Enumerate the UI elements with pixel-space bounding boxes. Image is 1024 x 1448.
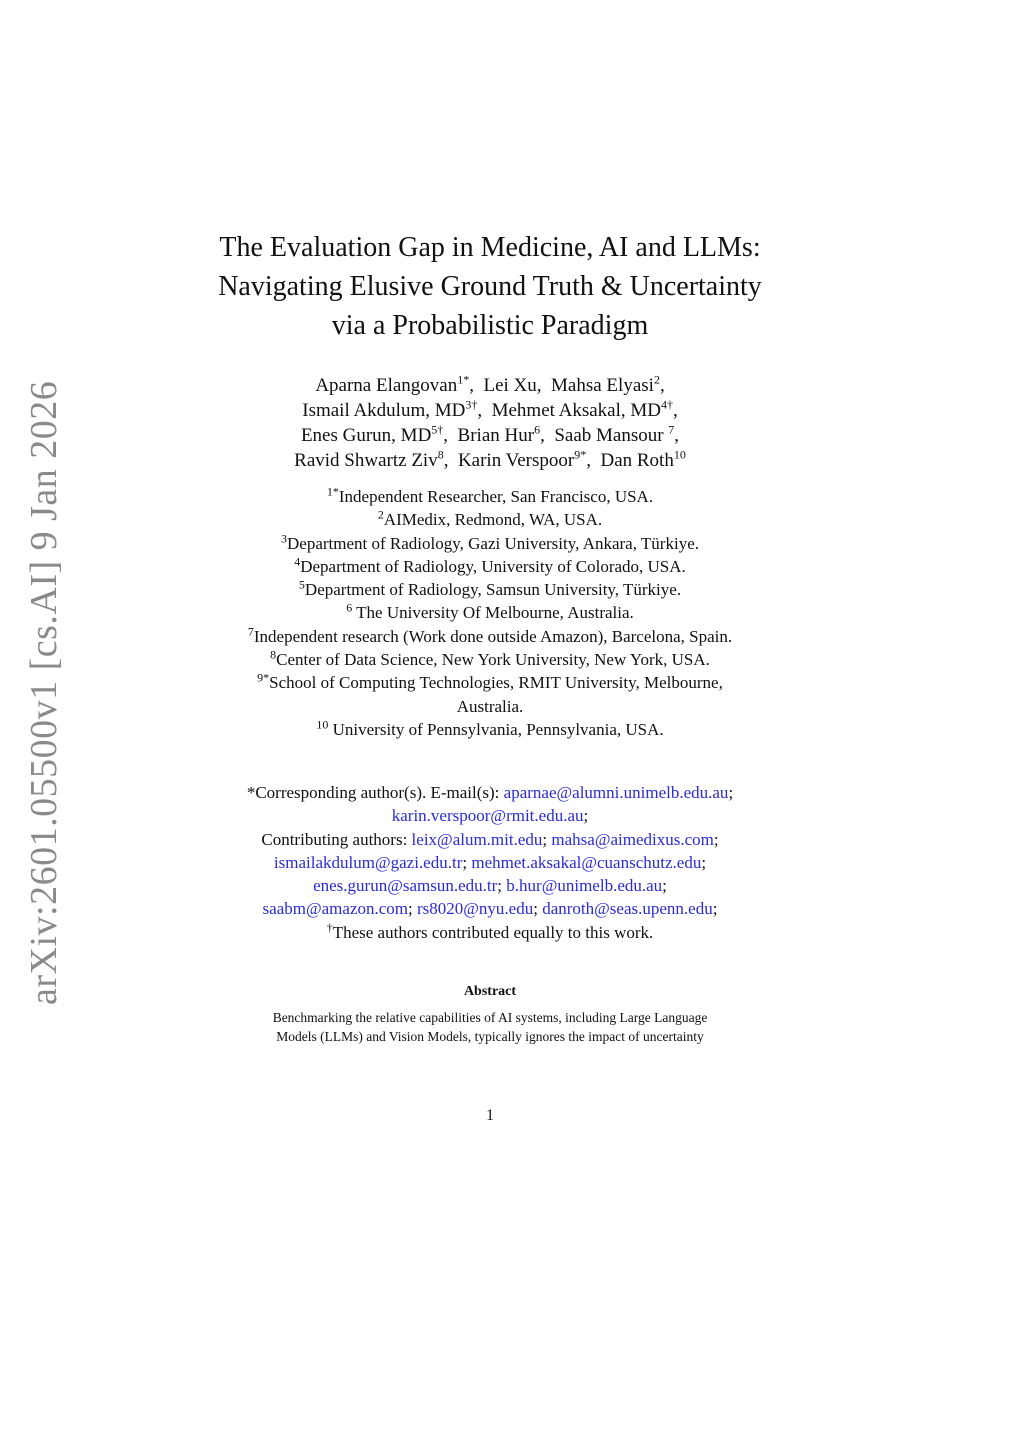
email-link-mahsa[interactable]: mahsa@aimedixus.com bbox=[551, 829, 714, 849]
affiliation-line bbox=[165, 555, 815, 578]
affiliation-text: The University Of Melbourne, Australia. bbox=[352, 603, 634, 623]
author-affil-mark: 6 bbox=[534, 422, 541, 437]
correspondence-line: Contributing authors: leix@alum.mit.edu; mahsa@aimedixus.com; bbox=[261, 829, 719, 849]
correspondence-line: karin.verspoor@rmit.edu.au; bbox=[391, 806, 589, 826]
correspondence-line: saabm@amazon.com; rs8020@nyu.edu; danroth@seas.upenn.edu; bbox=[262, 899, 718, 919]
correspondence-lead: *Corresponding author(s). E-mail(s): bbox=[246, 783, 504, 802]
correspondence-line: enes.gurun@samsun.edu.tr; b.hur@unimelb.edu.au; bbox=[313, 876, 667, 896]
affiliation-mark: 10 bbox=[316, 717, 329, 732]
title-line: via a Probabilistic Paradigm bbox=[331, 310, 649, 341]
arxiv-identifier: arXiv:2601.05500v1 [cs.AI] 9 Jan 2026 bbox=[23, 380, 65, 1005]
correspondence-block bbox=[165, 781, 815, 944]
abstract-heading: Abstract bbox=[463, 984, 517, 999]
affiliation-mark: 6 bbox=[346, 600, 353, 615]
affiliation-mark: 3 bbox=[281, 530, 287, 545]
affiliation-mark: 8 bbox=[270, 647, 277, 662]
affiliation-line bbox=[165, 485, 815, 508]
title-line: The Evaluation Gap in Medicine, AI and LLMs: bbox=[219, 232, 761, 263]
email-link-mehmet[interactable]: mehmet.aksakal@cuanschutz.edu bbox=[471, 852, 702, 872]
email-link-enes[interactable]: enes.gurun@samsun.edu.tr bbox=[313, 876, 498, 896]
affiliation-mark: 9* bbox=[257, 670, 270, 685]
equal-contribution-note bbox=[165, 921, 815, 944]
email-link-leix[interactable]: leix@alum.mit.edu bbox=[411, 829, 543, 849]
author-name: Dan Roth bbox=[600, 450, 674, 471]
page-number: 1 bbox=[486, 1107, 494, 1124]
author-affil-mark: 3† bbox=[465, 397, 478, 412]
affiliation-line bbox=[165, 625, 815, 648]
abstract-section bbox=[165, 982, 815, 1046]
author-affil-mark: 8 bbox=[437, 447, 444, 462]
affiliation-line bbox=[165, 648, 815, 671]
affiliation-text: Independent research (Work done outside Amazon), Barcelona, Spain. bbox=[253, 626, 733, 646]
author-name: Mahsa Elyasi bbox=[551, 375, 654, 396]
author-name: Brian Hur bbox=[457, 425, 535, 446]
affiliation-mark: 5 bbox=[298, 577, 305, 592]
affiliation-text: School of Computing Technologies, RMIT University, Melbourne, bbox=[269, 673, 723, 693]
author-name: Ravid Shwartz Ziv bbox=[294, 450, 438, 471]
author-list bbox=[165, 373, 815, 473]
author-line: Aparna Elangovan$^{1*}$, Lei Xu, Mahsa Elyasi$^2$, bbox=[315, 372, 665, 396]
author-line: Ismail Akdulum, $MD^{3\dagger}$, Mehmet Aksakal, $MD^{4\dagger}$, bbox=[302, 397, 678, 421]
author-name: Lei Xu bbox=[483, 375, 537, 396]
paper-title bbox=[165, 228, 815, 345]
author-affil-mark: 1* bbox=[457, 372, 470, 387]
author-line: Enes Gurun, $MD^{5\dagger}$, Brian Hur$^6$, Saab Mansour $^7$, bbox=[300, 422, 680, 446]
author-affil-mark: 4† bbox=[661, 397, 673, 412]
dagger-mark: † bbox=[326, 920, 333, 935]
author-affil-mark: 5† bbox=[431, 422, 444, 437]
author-name: Karin Verspoor bbox=[457, 450, 575, 471]
affiliation-line bbox=[165, 508, 815, 531]
email-link-danroth[interactable]: danroth@seas.upenn.edu bbox=[542, 899, 713, 919]
author-name: Ismail Akdulum, MD bbox=[302, 400, 466, 421]
author-affil-mark: 7 bbox=[668, 422, 675, 437]
abstract-line: Models (LLMs) and Vision Models, typically ignores the impact of uncertainty bbox=[276, 1029, 704, 1044]
author-name: Mehmet Aksakal, MD bbox=[491, 400, 661, 421]
affiliation-line bbox=[165, 671, 815, 694]
equal-contribution-text: These authors contributed equally to this work. bbox=[332, 922, 654, 942]
contributing-lead: Contributing authors: bbox=[261, 829, 412, 849]
author-name: Aparna Elangovan bbox=[315, 375, 458, 396]
affiliation-mark: 2 bbox=[377, 507, 384, 522]
affiliation-line bbox=[165, 695, 815, 718]
correspondence-line: ismailakdulum@gazi.edu.tr; mehmet.aksakal@cuanschutz.edu; bbox=[273, 852, 707, 872]
author-affil-mark: 9* bbox=[574, 447, 587, 462]
affiliation-text: Department of Radiology, Samsun University, Türkiye. bbox=[304, 580, 682, 600]
author-name: Enes Gurun, MD bbox=[300, 425, 432, 446]
affiliation-text: Independent Researcher, San Francisco, USA. bbox=[338, 487, 654, 506]
affiliation-line bbox=[165, 532, 815, 555]
title-line: Navigating Elusive Ground Truth & Uncertainty bbox=[218, 271, 762, 302]
author-affil-mark: 2 bbox=[653, 372, 660, 387]
affiliation-text: Department of Radiology, Gazi University, Ankara, Türkiye. bbox=[287, 533, 699, 553]
affiliation-text: Department of Radiology, University of Colorado, USA. bbox=[300, 556, 686, 576]
affiliation-list bbox=[165, 485, 815, 741]
affiliation-line bbox=[165, 601, 815, 624]
email-link-rs[interactable]: rs8020@nyu.edu bbox=[417, 899, 534, 919]
correspondence-line: *Corresponding author(s). E-mail(s): aparnae@alumni.unimelb.edu.au; bbox=[246, 783, 734, 802]
affiliation-mark: 4 bbox=[294, 554, 301, 569]
author-line: Ravid Shwartz Ziv$^8$, Karin Verspoor$^{9*}$, Dan Roth$^{10}$ bbox=[294, 447, 686, 471]
author-affil-mark: 10 bbox=[673, 447, 686, 462]
author-name: Saab Mansour bbox=[554, 425, 664, 446]
affiliation-text: AIMedix, Redmond, WA, USA. bbox=[383, 510, 603, 530]
email-link-aparna[interactable]: aparnae@alumni.unimelb.edu.au bbox=[503, 783, 729, 802]
affiliation-text: University of Pennsylvania, Pennsylvania, USA. bbox=[328, 719, 664, 739]
affiliation-line bbox=[165, 578, 815, 601]
affiliation-text: Center of Data Science, New York University, New York, USA. bbox=[276, 650, 710, 670]
affiliation-line bbox=[165, 718, 815, 741]
email-link-bhur[interactable]: b.hur@unimelb.edu.au bbox=[506, 876, 663, 896]
email-link-saab[interactable]: saabm@amazon.com bbox=[262, 899, 409, 919]
abstract-line: Benchmarking the relative capabilities of AI systems, including Large Language bbox=[272, 1010, 708, 1025]
affiliation-text: Australia. bbox=[456, 696, 524, 716]
affiliation-mark: 1* bbox=[326, 484, 339, 499]
email-link-ismail[interactable]: ismailakdulum@gazi.edu.tr bbox=[273, 852, 463, 872]
email-link-karin[interactable]: karin.verspoor@rmit.edu.au bbox=[391, 806, 584, 826]
affiliation-mark: 7 bbox=[247, 624, 254, 639]
